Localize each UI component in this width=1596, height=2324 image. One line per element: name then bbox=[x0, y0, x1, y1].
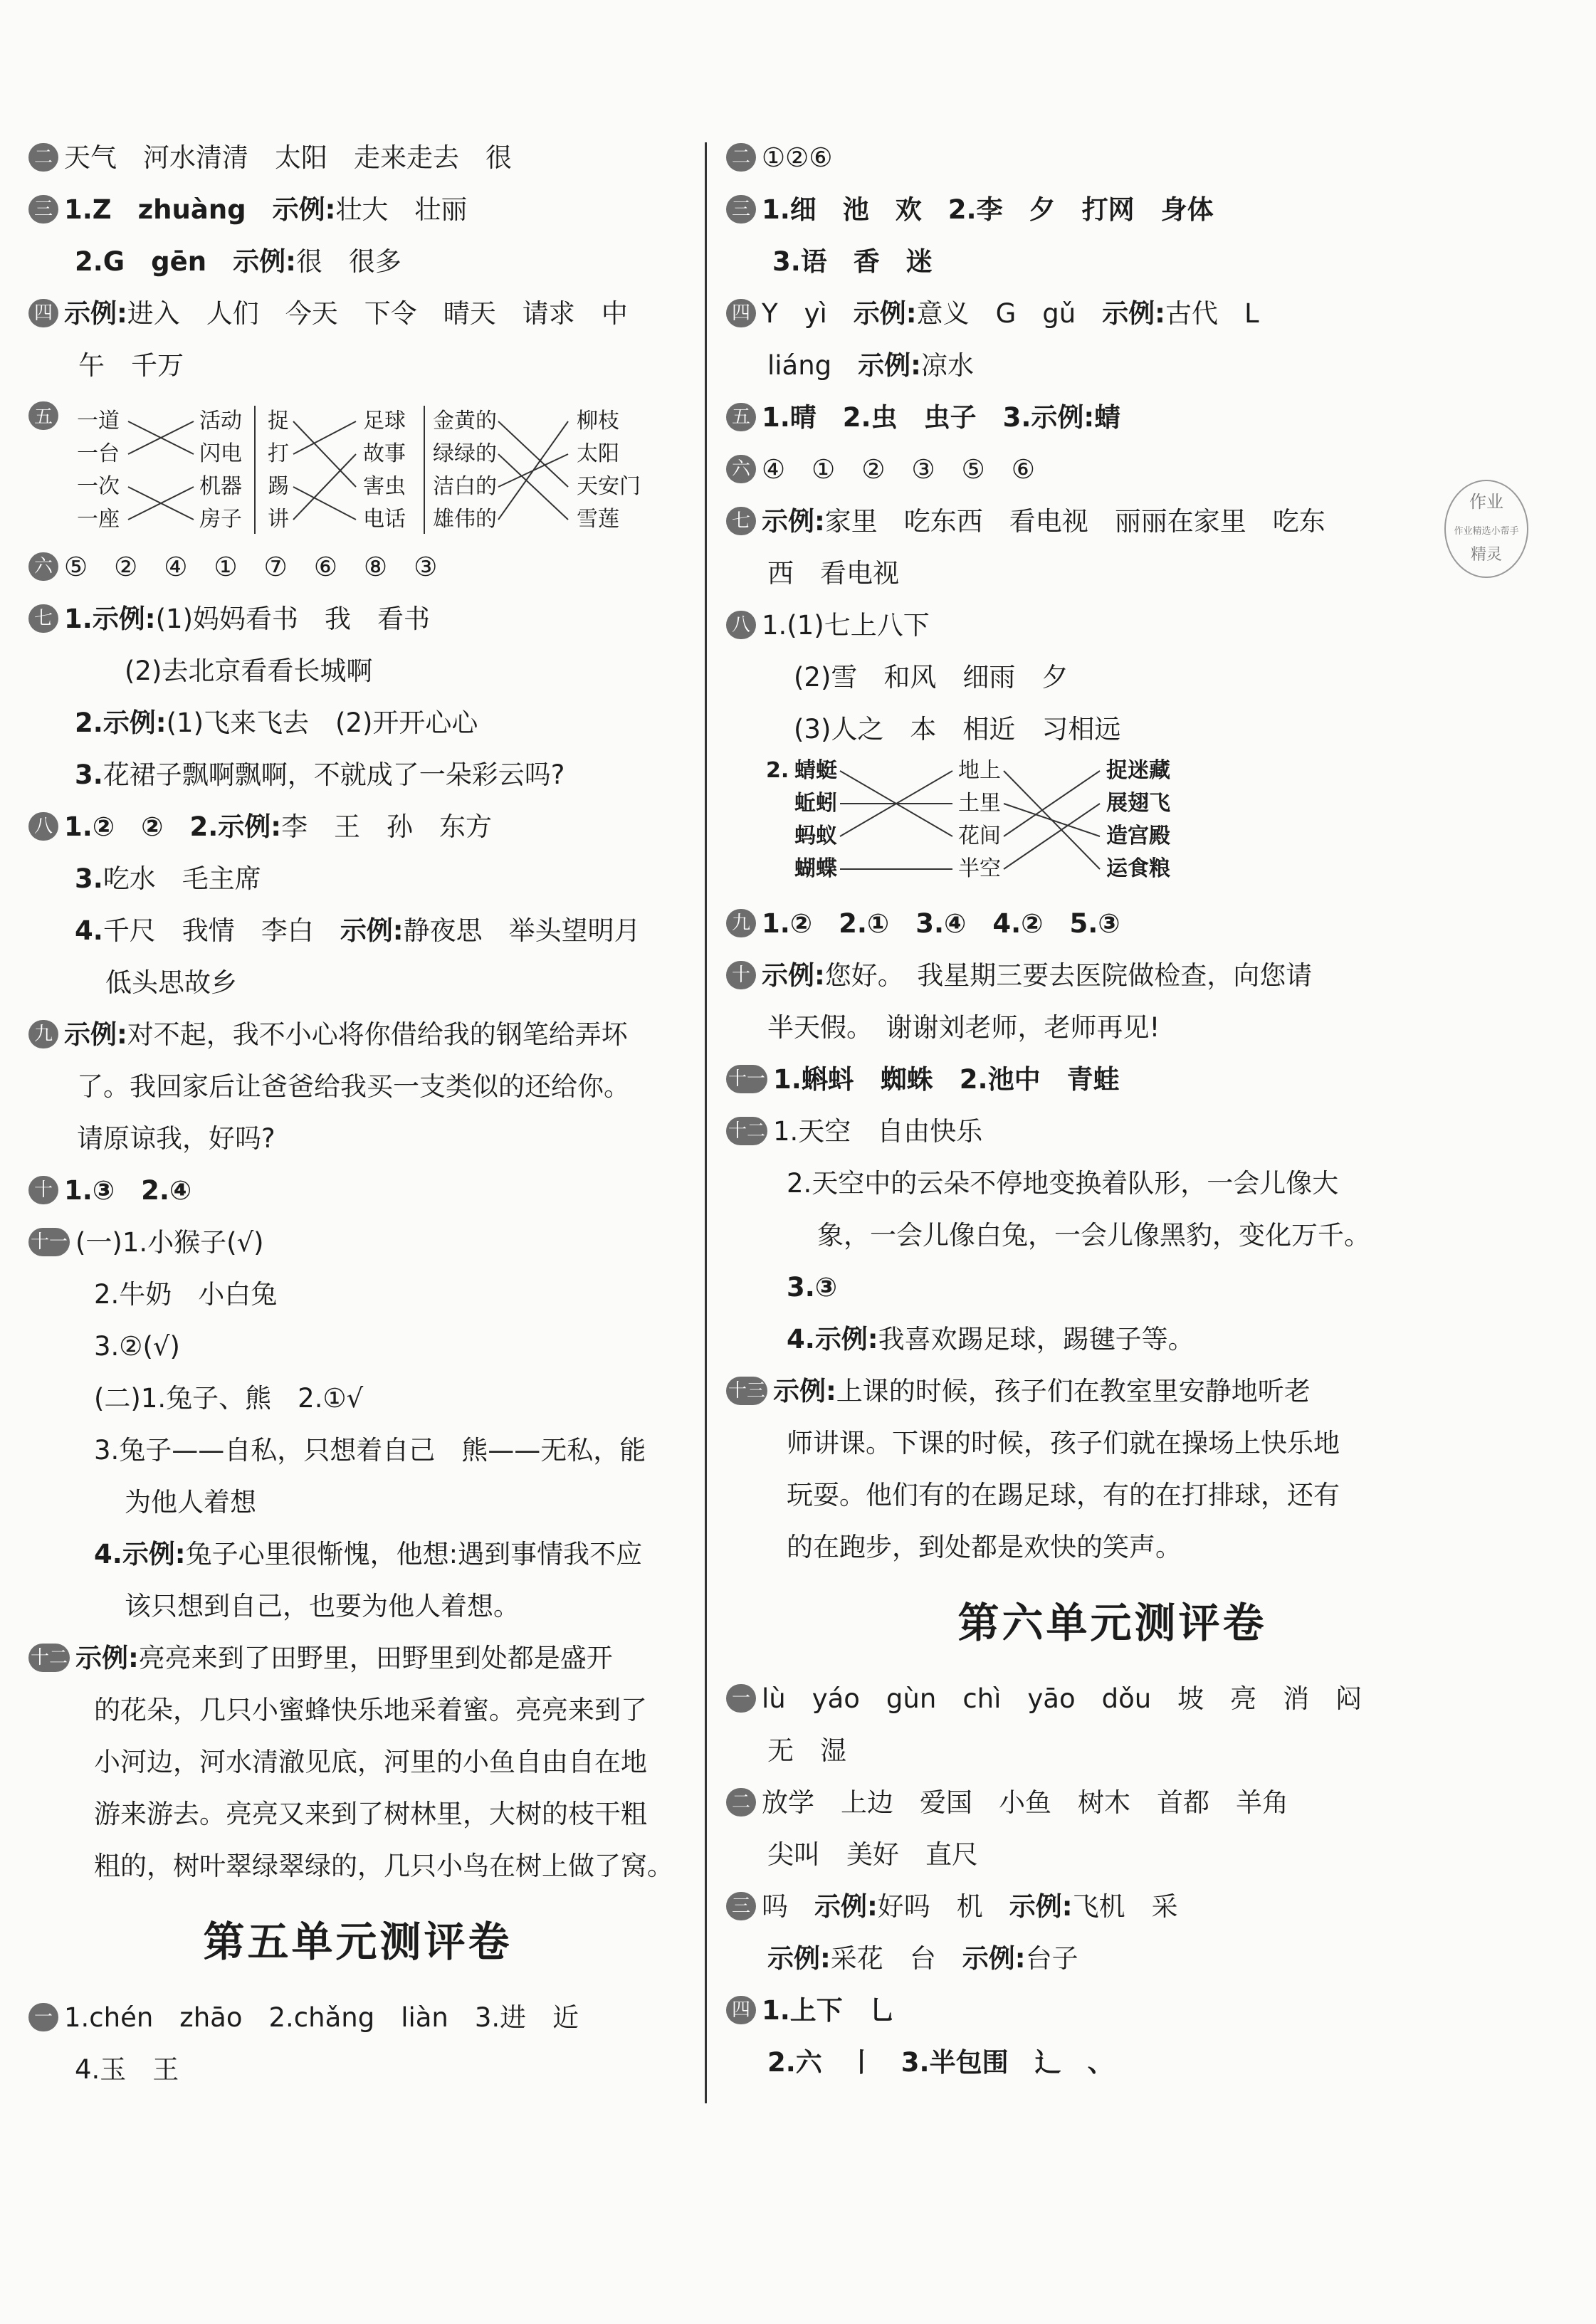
section-7-line-3 bbox=[28, 697, 687, 749]
unit6-section-3-line-2 bbox=[726, 1933, 1498, 1984]
section-12-line-3 bbox=[726, 1209, 1498, 1261]
unit6-section-2 bbox=[726, 1777, 1498, 1829]
section-5-matching bbox=[28, 391, 687, 541]
answer-text: ①②⑥ bbox=[762, 142, 833, 173]
section-11-line-4 bbox=[28, 1372, 687, 1424]
answer-text: 小河边，河水清澈见底，河里的小鱼自由自在地 bbox=[94, 1747, 647, 1777]
section-3-line-2 bbox=[726, 236, 1498, 288]
answer-text: 古代 L bbox=[1165, 298, 1259, 329]
example-label: 示例: bbox=[762, 506, 825, 537]
answer-text: 天气 河水清清 太阳 走来走去 很 bbox=[64, 142, 512, 173]
answer-text: 3. bbox=[75, 863, 103, 894]
section-12-line-2 bbox=[726, 1157, 1498, 1209]
match-item: 踢 bbox=[268, 474, 289, 499]
section-7 bbox=[726, 495, 1498, 547]
section-7 bbox=[28, 593, 687, 645]
example-label: 示例: bbox=[75, 1643, 139, 1673]
answer-text: 我喜欢踢足球，踢毽子等。 bbox=[878, 1324, 1195, 1355]
answer-text: 为他人着想 bbox=[125, 1487, 256, 1518]
match-item: 金黄的 bbox=[433, 409, 497, 433]
answer-text: 无 湿 bbox=[767, 1735, 846, 1766]
match-item: 电话 bbox=[363, 507, 406, 532]
answer-text: 玩耍。他们有的在踢足球，有的在打排球，还有 bbox=[787, 1480, 1340, 1510]
section-4 bbox=[28, 288, 687, 340]
answer-text: 2. bbox=[75, 708, 103, 738]
example-label: 示例: bbox=[814, 1891, 878, 1922]
example-label: 示例: bbox=[853, 298, 917, 329]
unit5-section-1-line-2 bbox=[28, 2044, 687, 2096]
match-item: 一道 bbox=[77, 409, 120, 433]
section-badge: 九 bbox=[28, 1020, 58, 1048]
answer-text: 对不起，我不小心将你借给我的钢笔给弄坏 bbox=[127, 1019, 628, 1050]
section-9 bbox=[726, 898, 1498, 950]
section-11-line-2 bbox=[28, 1268, 687, 1320]
example-label: 示例: bbox=[858, 350, 921, 381]
match-item: 故事 bbox=[363, 441, 406, 466]
match-item: 捉迷藏 bbox=[1106, 758, 1170, 783]
section-badge: 五 bbox=[28, 401, 58, 430]
answer-text: 吗 bbox=[762, 1891, 814, 1922]
section-11-line-5 bbox=[28, 1424, 687, 1476]
answer-text: 2.牛奶 小白兔 bbox=[94, 1279, 278, 1310]
match-item: 讲 bbox=[268, 507, 289, 532]
match-item: 害虫 bbox=[363, 474, 406, 499]
answer-text: 1.上下 乚 bbox=[762, 1995, 896, 2026]
example-label: 示例: bbox=[1031, 402, 1095, 433]
example-label: 示例: bbox=[767, 1943, 831, 1974]
answer-text: 静夜思 举头望明月 bbox=[403, 915, 641, 946]
match-item: 雪莲 bbox=[577, 507, 619, 532]
section-11 bbox=[28, 1216, 687, 1268]
answer-text: 请原谅我，好吗? bbox=[77, 1123, 275, 1154]
section-badge: 十一 bbox=[28, 1228, 70, 1256]
section-12 bbox=[726, 1105, 1498, 1157]
example-label: 示例: bbox=[272, 194, 336, 225]
answer-text: 1.天空 自由快乐 bbox=[773, 1116, 983, 1147]
match-item: 太阳 bbox=[577, 441, 619, 466]
example-label: 示例: bbox=[340, 915, 404, 946]
section-badge: 二 bbox=[28, 143, 58, 172]
section-badge: 七 bbox=[28, 604, 58, 633]
section-11-line-7 bbox=[28, 1528, 687, 1580]
section-9 bbox=[28, 1009, 687, 1164]
answer-text: 家里 吃东西 看电视 丽丽在家里 吃东 bbox=[824, 506, 1325, 537]
example-label: 示例: bbox=[122, 1539, 186, 1570]
match-item: 一台 bbox=[77, 441, 120, 466]
section-badge: 七 bbox=[726, 507, 756, 535]
section-10 bbox=[726, 950, 1498, 1053]
example-label: 示例: bbox=[1009, 1891, 1073, 1922]
example-label: 示例: bbox=[233, 246, 296, 277]
answer-text: 的花朵，几只小蜜蜂快乐地采着蜜。亮亮来到了 bbox=[94, 1695, 647, 1725]
answer-text: 3.②(√) bbox=[94, 1331, 180, 1362]
answer-text: 进入 人们 今天 下令 晴天 请求 中 bbox=[127, 298, 628, 329]
section-badge: 四 bbox=[726, 299, 756, 327]
match-item: 雄伟的 bbox=[433, 507, 497, 532]
section-13 bbox=[726, 1365, 1498, 1573]
match-item: 绿绿的 bbox=[433, 441, 497, 466]
answer-text: 1.chén zhāo 2.chǎng liàn 3.进 近 bbox=[64, 2002, 579, 2033]
match-item: 蜻蜓 bbox=[794, 758, 837, 783]
unit-6-title: 第六单元测评卷 bbox=[957, 1599, 1267, 1647]
answer-text: 您好。 我星期三要去医院做检查，向您请 bbox=[824, 960, 1313, 991]
answer-text: 蜻 bbox=[1094, 402, 1121, 433]
section-3 bbox=[726, 184, 1498, 236]
answer-text: 上课的时候，孩子们在教室里安静地听老 bbox=[836, 1376, 1311, 1407]
section-8-line-2 bbox=[726, 651, 1498, 703]
left-column bbox=[28, 132, 687, 2096]
answer-text: 千尺 我情 李白 bbox=[103, 915, 340, 946]
unit6-section-1-line-2 bbox=[726, 1725, 1498, 1777]
match-item: 机器 bbox=[199, 474, 242, 499]
section-11-line-8 bbox=[28, 1580, 687, 1632]
answer-text: 3.语 香 迷 bbox=[772, 246, 933, 277]
answer-text: 壮大 壮丽 bbox=[335, 194, 468, 225]
answer-text: 1.(1)七上八下 bbox=[762, 610, 930, 641]
section-8 bbox=[726, 599, 1498, 651]
match-item: 洁白的 bbox=[433, 474, 497, 499]
answer-text: (2)雪 和风 细雨 夕 bbox=[794, 662, 1069, 693]
answer-text: 2.六 丨 3.半包围 辶 、 bbox=[767, 2047, 1114, 2078]
answer-text: 飞机 采 bbox=[1072, 1891, 1178, 1922]
match-item: 捉 bbox=[268, 409, 289, 433]
section-badge: 五 bbox=[726, 403, 756, 431]
answer-text: 凉水 bbox=[920, 350, 974, 381]
answer-text: 花裙子飘啊飘啊，不就成了一朵彩云吗? bbox=[103, 759, 565, 790]
section-badge: 一 bbox=[28, 2003, 58, 2031]
answer-text: liáng bbox=[767, 350, 859, 381]
section-8 bbox=[28, 801, 687, 853]
answer-text: (3)人之 本 相近 习相远 bbox=[794, 714, 1121, 745]
example-label: 示例: bbox=[64, 1019, 127, 1050]
match-item: 花间 bbox=[958, 824, 1001, 848]
match-item: 造宫殿 bbox=[1106, 824, 1170, 848]
answer-text: 4. bbox=[75, 915, 103, 946]
answer-text: 4.玉 王 bbox=[75, 2054, 179, 2085]
match-item: 天安门 bbox=[577, 474, 641, 499]
section-badge: 二 bbox=[726, 143, 756, 172]
example-label: 示例: bbox=[962, 1943, 1026, 1974]
stamp-bottom-text: 精灵 bbox=[1470, 546, 1503, 564]
answer-text: (2)去北京看看长城啊 bbox=[125, 656, 373, 686]
section-badge: 十三 bbox=[726, 1377, 767, 1405]
answer-text: (1)妈妈看书 我 看书 bbox=[155, 604, 431, 634]
answer-text: 的在跑步，到处都是欢快的笑声。 bbox=[787, 1532, 1182, 1562]
unit6-section-1 bbox=[726, 1673, 1498, 1725]
answer-text: 粗的，树叶翠绿翠绿的，几只小鸟在树上做了窝。 bbox=[94, 1851, 673, 1881]
answer-text: 亮亮来到了田野里，田野里到处都是盛开 bbox=[138, 1643, 613, 1673]
answer-text: 兔子心里很惭愧，他想:遇到事情我不应 bbox=[185, 1539, 643, 1570]
section-badge: 十二 bbox=[28, 1644, 70, 1672]
section-7-line-2 bbox=[726, 547, 1498, 599]
section-badge: 二 bbox=[726, 1788, 756, 1816]
answer-text: 西 看电视 bbox=[767, 558, 899, 589]
match-item: 地上 bbox=[958, 758, 1001, 783]
section-8-line-3 bbox=[28, 905, 687, 957]
answer-text: 半天假。 谢谢刘老师，老师再见! bbox=[767, 1012, 1160, 1043]
answer-text: 好吗 机 bbox=[877, 1891, 1009, 1922]
section-badge: 八 bbox=[726, 611, 756, 639]
match-item: 蚂蚁 bbox=[794, 824, 837, 848]
section-3-line-2 bbox=[28, 236, 687, 288]
section-8-line-3 bbox=[726, 703, 1498, 755]
section-badge: 四 bbox=[726, 1996, 756, 2024]
match-item: 半空 bbox=[958, 856, 1001, 881]
example-label: 示例: bbox=[64, 298, 127, 329]
match-item: 一座 bbox=[77, 507, 120, 532]
section-2 bbox=[28, 132, 687, 184]
example-label: 示例: bbox=[814, 1324, 878, 1355]
example-label: 示例: bbox=[773, 1376, 836, 1407]
answer-text: 李 王 孙 东方 bbox=[281, 811, 493, 842]
section-7-line-4 bbox=[28, 749, 687, 801]
answer-text: 采花 台 bbox=[830, 1943, 962, 1974]
stamp-logo bbox=[1437, 475, 1536, 582]
section-badge: 十一 bbox=[726, 1065, 767, 1093]
section-8-line-4 bbox=[28, 957, 687, 1009]
section-10 bbox=[28, 1164, 687, 1216]
section-11 bbox=[726, 1053, 1498, 1105]
answer-text: 1.Z zhuàng bbox=[64, 194, 273, 225]
answer-text: 很 很多 bbox=[295, 246, 401, 277]
section-badge: 六 bbox=[726, 455, 756, 483]
section-4 bbox=[726, 288, 1498, 340]
section-3 bbox=[28, 184, 687, 236]
answer-text: 2.天空中的云朵不停地变换着队形，一会儿像大 bbox=[787, 1168, 1339, 1199]
answer-text: 尖叫 美好 直尺 bbox=[767, 1839, 978, 1870]
section-11-line-3 bbox=[28, 1320, 687, 1372]
answer-text: 1.晴 2.虫 虫子 3. bbox=[762, 402, 1031, 433]
section-badge: 三 bbox=[726, 1892, 756, 1920]
unit6-section-2-line-2 bbox=[726, 1829, 1498, 1881]
unit5-section-1 bbox=[28, 1992, 687, 2044]
match-item: 运食粮 bbox=[1106, 856, 1170, 881]
answer-text: lù yáo gùn chì yāo dǒu 坡 亮 消 闷 bbox=[762, 1683, 1363, 1714]
section-badge: 八 bbox=[28, 812, 58, 841]
answer-text: ④ ① ② ③ ⑤ ⑥ bbox=[762, 454, 1036, 485]
answer-text: 1.蝌蚪 蜘蛛 2.池中 青蛙 bbox=[773, 1064, 1120, 1095]
answer-text: (一)1.小猴子(√) bbox=[75, 1227, 264, 1258]
answer-text: 了。我回家后让爸爸给我买一支类似的还给你。 bbox=[77, 1071, 630, 1102]
answer-text: 3.③ bbox=[787, 1272, 838, 1303]
match-item: 土里 bbox=[958, 791, 1001, 816]
section-badge: 十 bbox=[726, 961, 756, 989]
unit-5-title: 第五单元测评卷 bbox=[203, 1918, 513, 1966]
match-item: 柳枝 bbox=[577, 409, 619, 433]
section-badge: 三 bbox=[28, 195, 58, 224]
answer-text: 3.兔子——自私，只想着自己 熊——无私，能 bbox=[94, 1435, 646, 1466]
example-label: 示例: bbox=[1102, 298, 1165, 329]
answer-text: Y yì bbox=[762, 298, 854, 329]
section-8-matching bbox=[726, 755, 1498, 898]
match-item: 闪电 bbox=[199, 441, 242, 466]
answer-text: 1.② ② 2. bbox=[64, 811, 219, 842]
section-badge: 六 bbox=[28, 552, 58, 581]
answer-text: 低头思故乡 bbox=[105, 967, 237, 998]
unit6-section-4 bbox=[726, 1984, 1498, 2036]
unit6-section-3 bbox=[726, 1881, 1498, 1933]
section-badge: 一 bbox=[726, 1684, 756, 1713]
answer-text: ⑤ ② ④ ① ⑦ ⑥ ⑧ ③ bbox=[64, 552, 438, 582]
match-item: 一次 bbox=[77, 474, 120, 499]
section-badge: 四 bbox=[28, 299, 58, 327]
stamp-top-text: 作业 bbox=[1469, 492, 1503, 512]
section-badge: 十 bbox=[28, 1176, 58, 1204]
answer-text: 3. bbox=[75, 759, 103, 790]
section-8-line-2 bbox=[28, 853, 687, 905]
answer-text: 4. bbox=[94, 1539, 122, 1570]
section-6 bbox=[726, 443, 1498, 495]
answer-text: 1.细 池 欢 2.李 夕 打网 身体 bbox=[762, 194, 1214, 225]
answer-text: 意义 G gǔ bbox=[916, 298, 1103, 329]
answer-text: 台子 bbox=[1025, 1943, 1078, 1974]
section-11-line-6 bbox=[28, 1476, 687, 1528]
answer-text: 吃水 毛主席 bbox=[103, 863, 261, 894]
match-item: 蝴蝶 bbox=[794, 856, 837, 881]
match-number: 2. bbox=[766, 758, 789, 783]
answer-text: 1.② 2.① 3.④ 4.② 5.③ bbox=[762, 908, 1120, 939]
section-5 bbox=[726, 391, 1498, 443]
match-item: 活动 bbox=[199, 409, 242, 433]
unit6-section-4-line-2 bbox=[726, 2036, 1498, 2088]
stamp-mid-text: 作业精选小帮手 bbox=[1454, 526, 1519, 537]
right-column bbox=[726, 132, 1498, 2088]
section-4-line-2 bbox=[726, 340, 1498, 391]
section-4-line-2 bbox=[28, 340, 687, 391]
section-6 bbox=[28, 541, 687, 593]
section-badge: 九 bbox=[726, 909, 756, 937]
example-label: 示例: bbox=[762, 960, 825, 991]
section-12 bbox=[28, 1632, 687, 1892]
answer-text: 1. bbox=[64, 604, 93, 634]
section-12-line-5 bbox=[726, 1313, 1498, 1365]
match-item: 展翅飞 bbox=[1106, 791, 1170, 816]
answer-text: 游来游去。亮亮又来到了树林里，大树的枝干粗 bbox=[94, 1799, 647, 1829]
answer-text: 1.③ 2.④ bbox=[64, 1175, 192, 1206]
match-item: 蚯蚓 bbox=[794, 791, 837, 816]
answer-text: (二)1.兔子、熊 2.①√ bbox=[94, 1383, 364, 1414]
section-badge: 十二 bbox=[726, 1117, 767, 1145]
answer-text: 该只想到自己，也要为他人着想。 bbox=[125, 1591, 520, 1621]
example-label: 示例: bbox=[103, 708, 167, 738]
answer-text: 象，一会儿像白兔，一会儿像黑豹，变化万千。 bbox=[817, 1220, 1370, 1251]
answer-text: 午 千万 bbox=[78, 350, 184, 381]
answer-text: 2.G gēn bbox=[75, 246, 233, 277]
match-item: 足球 bbox=[363, 409, 406, 433]
column-divider bbox=[705, 142, 707, 2103]
section-badge: 三 bbox=[726, 195, 756, 224]
section-2 bbox=[726, 132, 1498, 184]
answer-text: (1)飞来飞去 (2)开开心心 bbox=[166, 708, 478, 738]
example-label: 示例: bbox=[218, 811, 282, 842]
answer-text: 4. bbox=[787, 1324, 815, 1355]
match-item: 打 bbox=[268, 441, 289, 466]
section-7-line-2 bbox=[28, 645, 687, 697]
answer-text: 放学 上边 爱国 小鱼 树木 首都 羊角 bbox=[762, 1787, 1288, 1818]
match-item: 房子 bbox=[199, 507, 242, 532]
answer-text: 师讲课。下课的时候，孩子们就在操场上快乐地 bbox=[787, 1428, 1340, 1458]
example-label: 示例: bbox=[92, 604, 156, 634]
section-12-line-4 bbox=[726, 1261, 1498, 1313]
